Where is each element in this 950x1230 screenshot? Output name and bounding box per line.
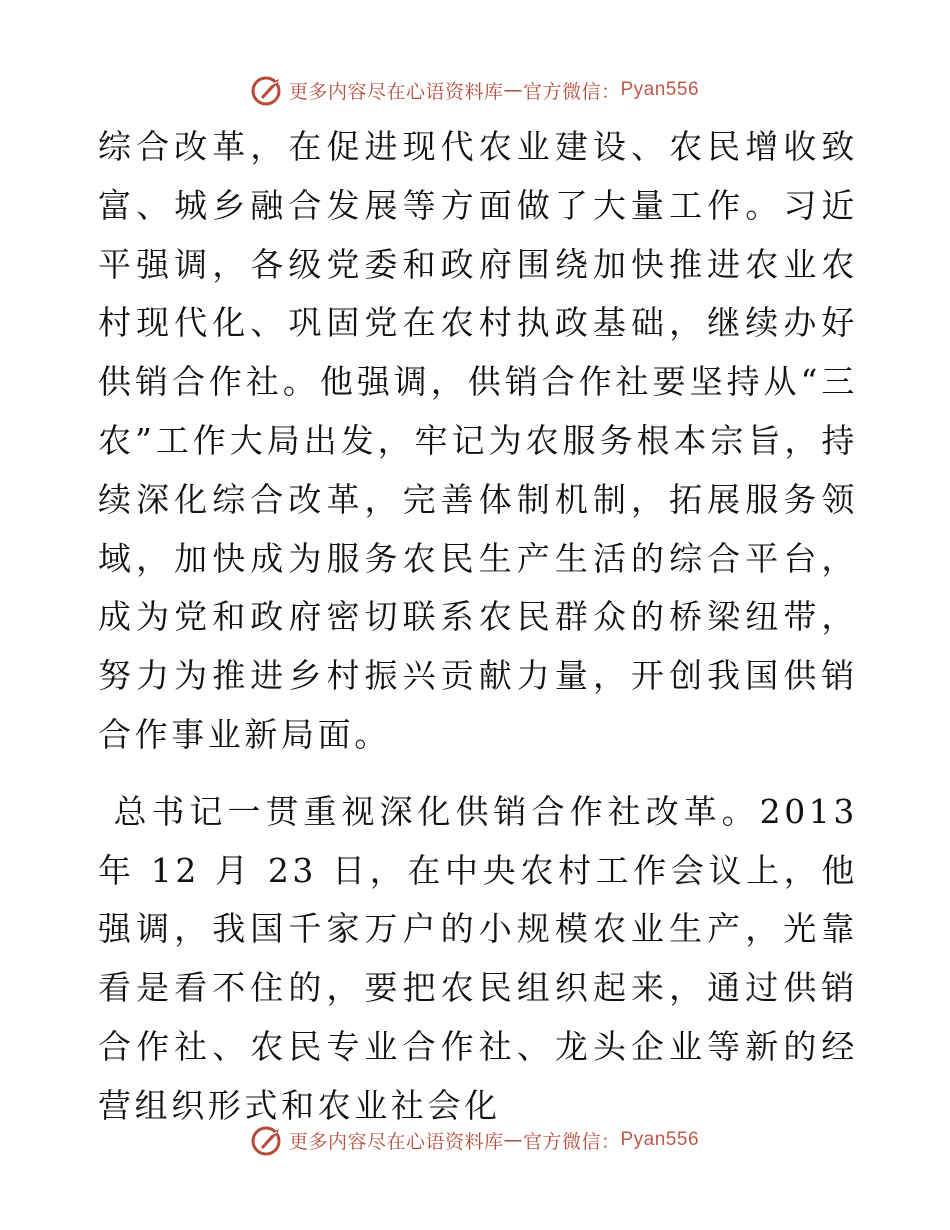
watermark-handle: Pyan556 — [620, 79, 700, 100]
quill-pen-logo-icon — [251, 1123, 285, 1157]
watermark-wechat-label: 官方微信： — [522, 1130, 621, 1153]
watermark-dash: — — [503, 79, 523, 101]
quill-pen-logo-icon — [251, 73, 285, 107]
watermark-dash: — — [503, 1129, 523, 1151]
footer-watermark — [0, 1120, 950, 1160]
watermark-wechat-label: 官方微信： — [522, 80, 621, 103]
watermark-text: 更多内容尽在心语资料库 — [288, 80, 504, 103]
header-watermark — [0, 70, 950, 110]
document-body — [98, 118, 873, 1136]
body-paragraph-1: 综合改革，在促进现代农业建设、农民增收致富、城乡融合发展等方面做了大量工作。习近平强调，各级党委和政府围绕加快推进农业农村现代化、巩固党在农村执政基础，继续办好供销合作社。他强调，供销合作社要坚持从“三农”工作大局出发，牢记为农服务根本宗旨，持续深化综合改革，完善体制机制，拓展服务领域，加快成为服务农民生产生活的综合平台，成为党和政府密切联系农民群众的桥梁纽带，努力为推进乡村振兴贡献力量，开创我国供销合作事业新局面。 — [98, 127, 858, 754]
watermark-handle: Pyan556 — [620, 1129, 700, 1150]
watermark-text: 更多内容尽在心语资料库 — [288, 1130, 504, 1153]
body-paragraph-2: 总书记一贯重视深化供销合作社改革。2013 年 12 月 23 日，在中央农村工作会议上，他强调，我国千家万户的小规模农业生产，光靠看是看不住的，要把农民组织起来，通过供销合作社、农民专业合作社、龙头企业等新的经营组织形式和农业社会化 — [98, 791, 873, 1125]
